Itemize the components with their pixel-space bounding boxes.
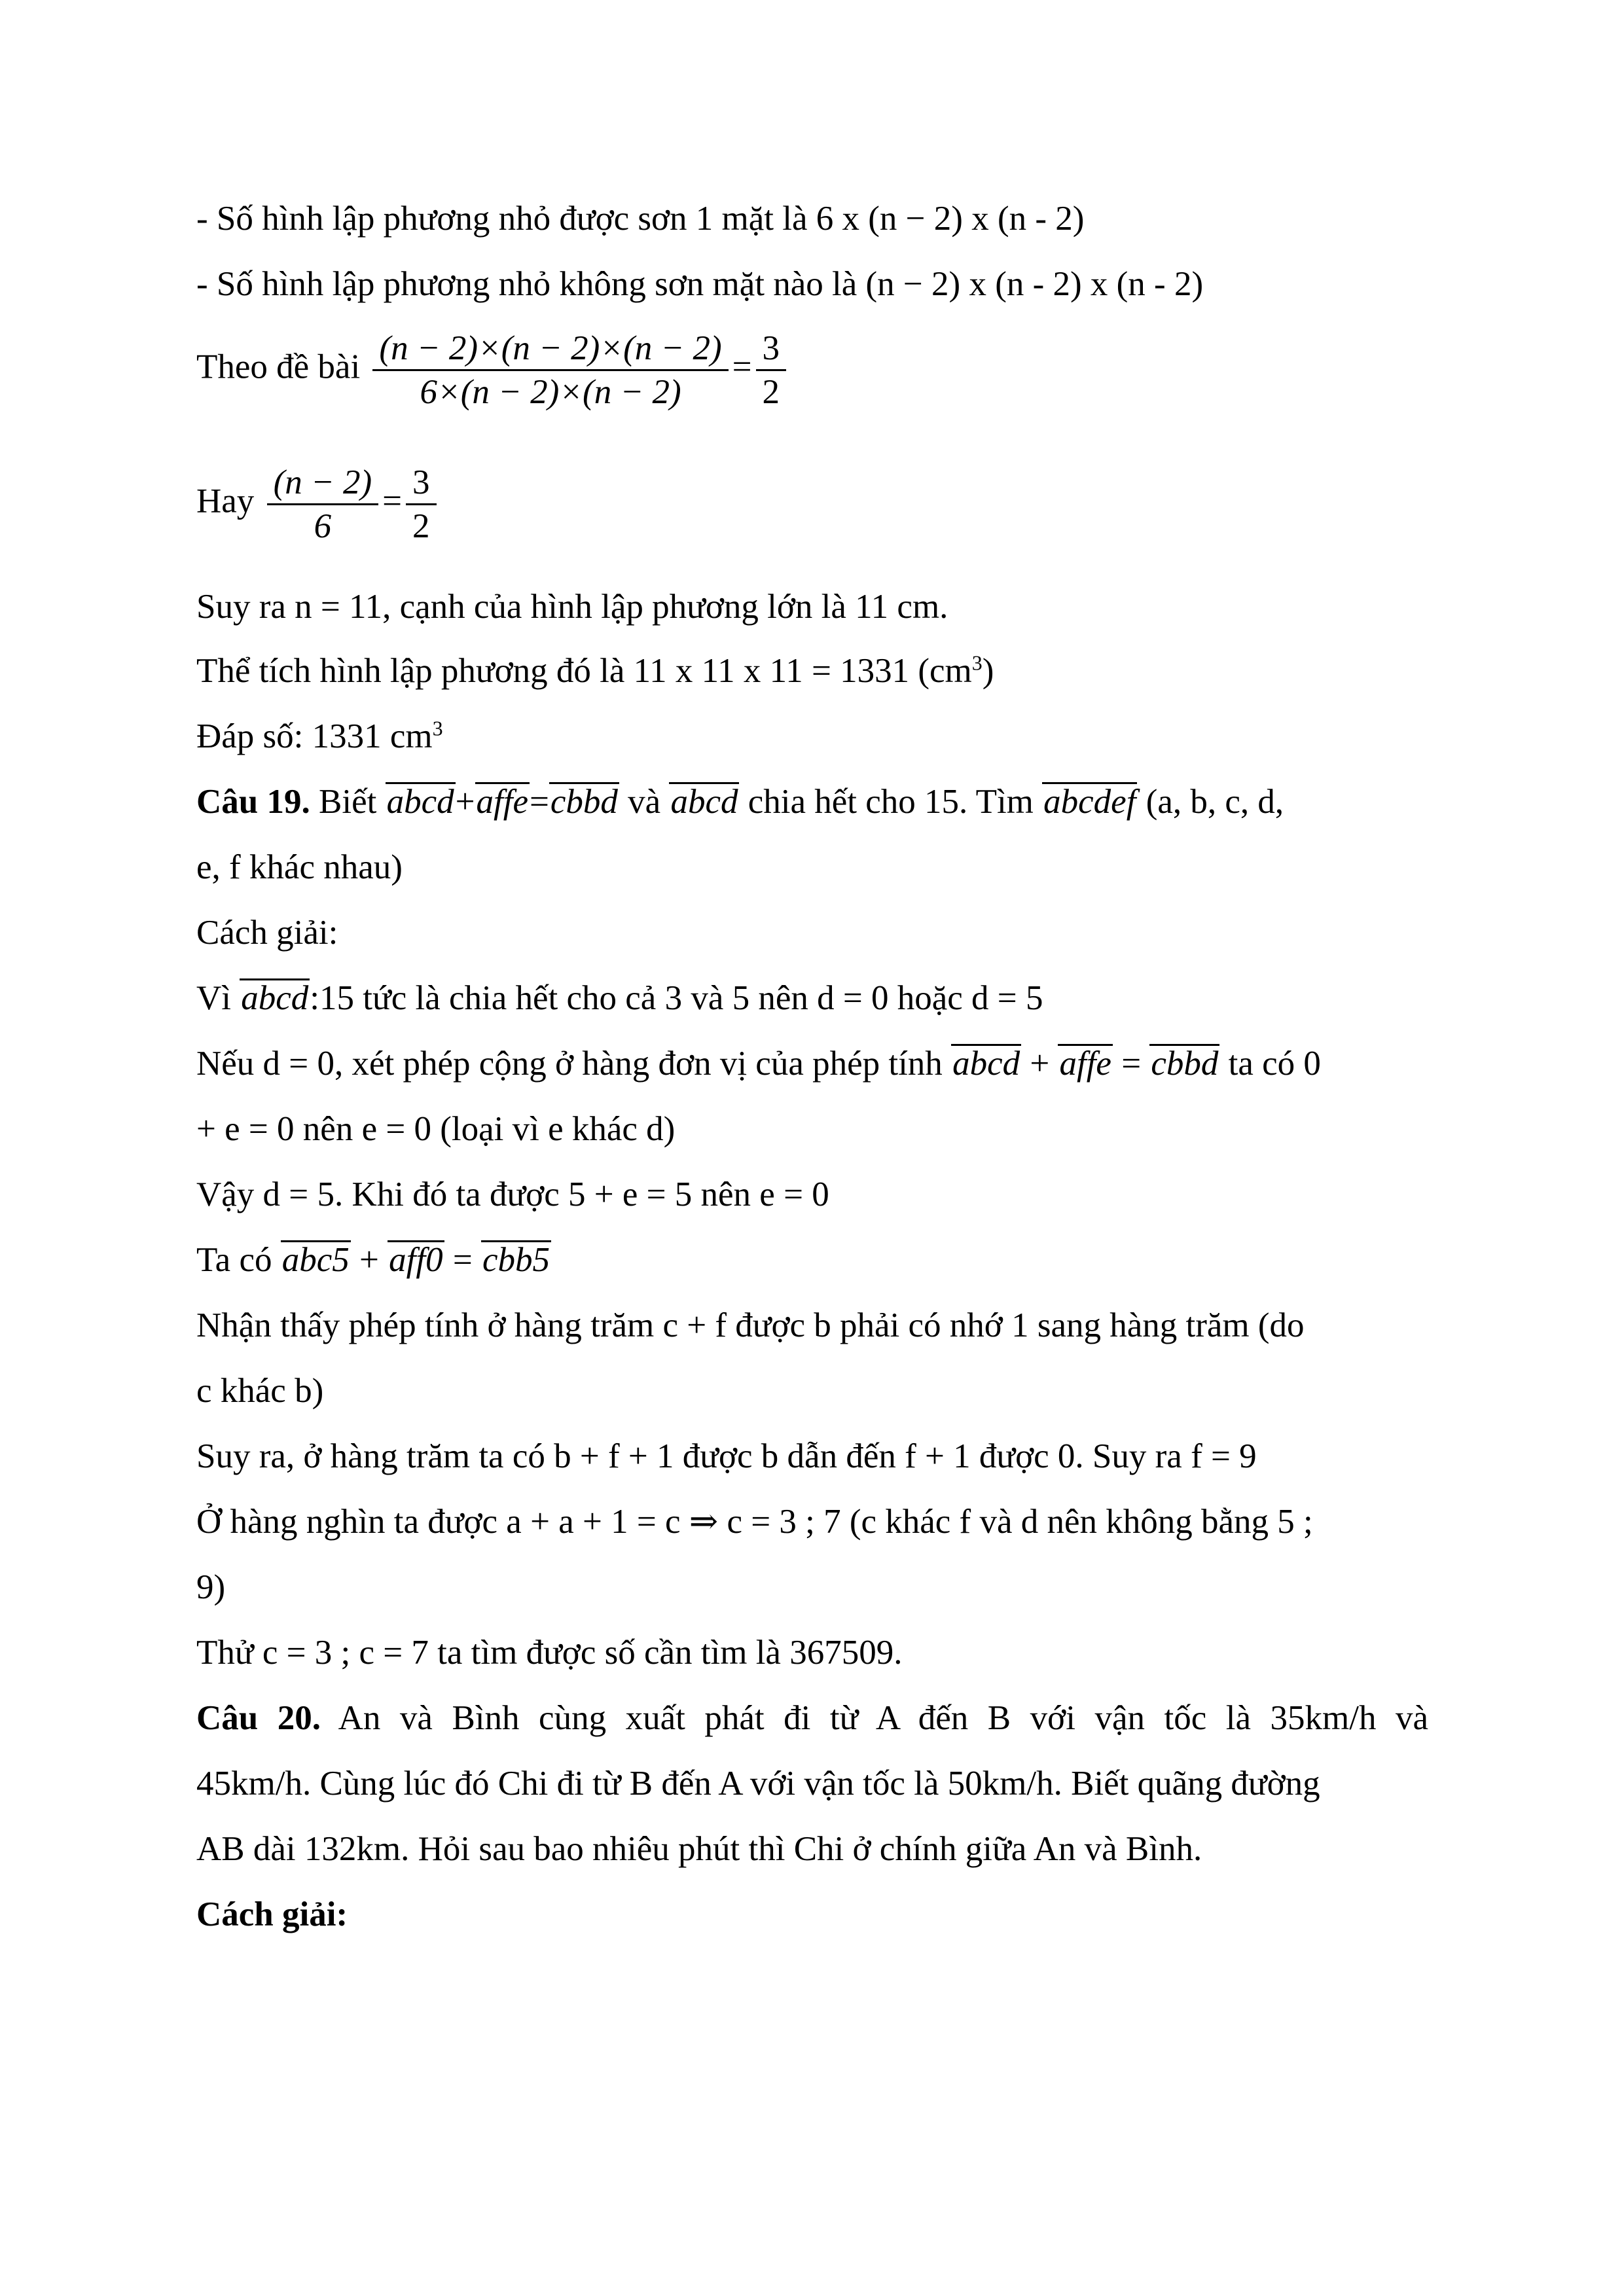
text-line: c khác b) — [196, 1372, 324, 1410]
fraction — [756, 327, 787, 413]
overline-number: cbb5 — [482, 1241, 550, 1279]
overline-number: abcd — [241, 979, 309, 1017]
overline-number: abc5 — [281, 1241, 350, 1279]
equation-line: Hay $\frac{(n - 2)}{6}$ = $\frac{3}{2}$ — [196, 461, 441, 547]
operator: = — [530, 783, 549, 821]
question-label: Câu 20. — [196, 1699, 321, 1737]
volume-text: Thể tích hình lập phương đó là 11 x 11 x 11 = 1331 (cm — [196, 652, 972, 690]
overline-number: abcd — [386, 783, 454, 821]
text-line: 9) — [196, 1568, 226, 1606]
paren: ) — [982, 652, 994, 690]
text: Ta có — [196, 1241, 272, 1279]
question-20 — [196, 1697, 1428, 1739]
overline-number: cbbd — [550, 783, 618, 821]
label: Theo đề bài — [196, 348, 361, 386]
equation-line: Theo đề bài $\frac{(n - 2)\times(n - 2)\times(n - 2)}{6\times(n - 2)\times(n - 2)}$ = $\frac{3}{2}$ — [196, 327, 790, 413]
text-line — [196, 977, 1043, 1019]
numerator: (n − 2)×(n − 2)×(n − 2) — [372, 327, 728, 371]
overline-number: aff0 — [389, 1241, 443, 1279]
text: và — [628, 783, 661, 821]
fraction — [267, 461, 379, 547]
text-line: Nếu d = 0, xét phép cộng ở hàng đơn vị của phép tính abcd + affe = cbbd ta có 0 — [196, 1045, 1321, 1083]
overline-number: abcd — [670, 783, 738, 821]
text-line: 45km/h. Cùng lúc đó Chi đi từ B đến A với vận tốc là 50km/h. Biết quãng đường — [196, 1765, 1320, 1803]
denominator: 6×(n − 2)×(n − 2) — [420, 373, 681, 411]
fraction — [406, 461, 437, 547]
text-line: Vậy d = 5. Khi đó ta được 5 + e = 5 nên e = 0 — [196, 1175, 829, 1213]
exponent: 3 — [432, 716, 443, 740]
answer-text: Đáp số: 1331 cm — [196, 717, 433, 755]
text-line: Nhận thấy phép tính ở hàng trăm c + f được b phải có nhớ 1 sang hàng trăm (do — [196, 1306, 1305, 1344]
text-line: Thử c = 3 ; c = 7 ta tìm được số cần tìm là 367509. — [196, 1634, 903, 1672]
text: An và Bình cùng xuất phát đi từ A đến B với vận tốc là 35km/h và — [338, 1699, 1428, 1737]
numerator: 3 — [406, 461, 437, 505]
exponent: 3 — [971, 651, 983, 675]
text: ta có 0 — [1228, 1045, 1321, 1083]
text-line: AB dài 132km. Hỏi sau bao nhiêu phút thì Chi ở chính giữa An và Bình. — [196, 1830, 1202, 1868]
text: Nếu d = 0, xét phép cộng ở hàng đơn vị của phép tính — [196, 1045, 943, 1083]
overline-number: affe — [1059, 1045, 1111, 1083]
numerator: (n − 2) — [267, 461, 379, 505]
question-19 — [196, 781, 1284, 823]
text: chia hết cho 15. Tìm — [748, 783, 1034, 821]
text-line: Suy ra n = 11, cạnh của hình lập phương lớn là 11 cm. — [196, 588, 948, 626]
text-line: + e = 0 nên e = 0 (loại vì e khác d) — [196, 1110, 676, 1148]
text-line: Ta có abc5 + aff0 = cbb5 — [196, 1241, 550, 1279]
numerator: 3 — [756, 327, 787, 371]
solution-heading: Cách giải: — [196, 1895, 348, 1933]
solution-heading: Cách giải: — [196, 914, 338, 952]
text: (a, b, c, d, — [1146, 783, 1284, 821]
text: Biết — [319, 783, 377, 821]
operator: + — [455, 783, 475, 821]
text-line: - Số hình lập phương nhỏ được sơn 1 mặt là 6 x (n − 2) x (n - 2) — [196, 200, 1085, 238]
answer-line — [196, 715, 443, 757]
denominator: 2 — [412, 507, 430, 545]
text-line: Suy ra, ở hàng trăm ta có b + f + 1 được b dẫn đến f + 1 được 0. Suy ra f = 9 — [196, 1437, 1257, 1475]
text-line: - Số hình lập phương nhỏ không sơn mặt nào là (n − 2) x (n - 2) x (n - 2) — [196, 265, 1204, 303]
question-label: Câu 19. — [196, 783, 310, 821]
text: :15 tức là chia hết cho cả 3 và 5 nên d = 0 hoặc d = 5 — [310, 979, 1043, 1017]
overline-number: affe — [476, 783, 528, 821]
overline-number: cbbd — [1151, 1045, 1219, 1083]
text: Vì — [196, 979, 231, 1017]
denominator: 2 — [762, 373, 780, 411]
overline-number: abcd — [952, 1045, 1020, 1083]
text-line: Ở hàng nghìn ta được a + a + 1 = c ⇒ c = 3 ; 7 (c khác f và d nên không bằng 5 ; — [196, 1503, 1313, 1541]
text-line — [196, 650, 994, 692]
denominator: 6 — [314, 507, 332, 545]
fraction — [372, 327, 728, 413]
label: Hay — [196, 482, 255, 520]
overline-number: abcdef — [1043, 783, 1136, 821]
text-line: e, f khác nhau) — [196, 848, 403, 886]
